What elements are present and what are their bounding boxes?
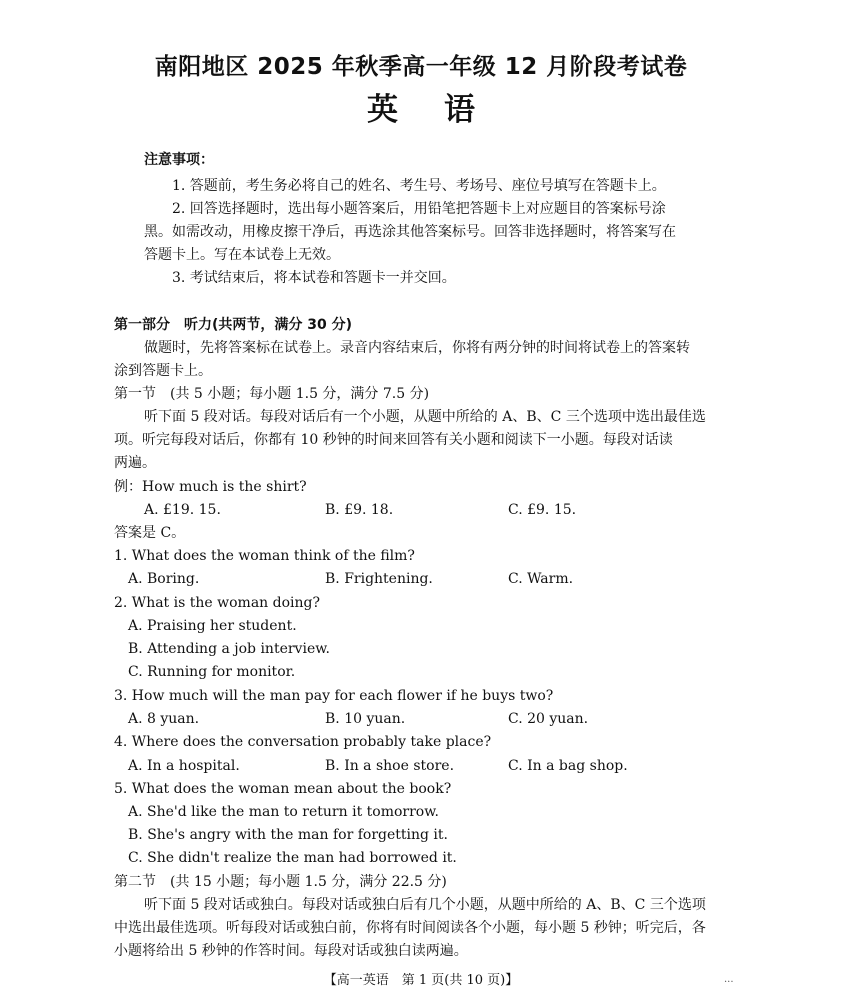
notice-item-1: 1. 答题前，考生务必将自己的姓名、考生号、考场号、座位号填写在答题卡上。 — [172, 178, 666, 194]
notice-heading: 注意事项： — [144, 152, 214, 168]
example-option-c: C. £9. 15. — [508, 502, 577, 518]
question-2-option-b: B. Attending a job interview. — [128, 641, 330, 657]
question-1-stem: 1. What does the woman think of the film? — [114, 548, 415, 564]
example-answer: 答案是 C。 — [114, 525, 186, 541]
question-4-option-c: C. In a bag shop. — [508, 758, 628, 774]
question-1-option-a: A. Boring. — [128, 571, 200, 587]
example-question: 例：How much is the shirt? — [114, 479, 307, 495]
question-2-option-a: A. Praising her student. — [128, 618, 297, 634]
question-4-option-b: B. In a shoe store. — [325, 758, 455, 774]
section2-intro-3: 小题将给出 5 秒钟的作答时间。每段对话或独白读两遍。 — [114, 943, 468, 959]
notice-item-2-cont2: 答题卡上。写在本试卷上无效。 — [144, 247, 340, 263]
example-option-a: A. £19. 15. — [144, 502, 221, 518]
section2-intro-2: 中选出最佳选项。听每段对话或独白前，你将有时间阅读各个小题，每小题 5 秒钟；听完后，各 — [114, 920, 706, 936]
subject-title: 英语 — [367, 92, 521, 128]
question-5-option-a: A. She'd like the man to return it tomorrow. — [128, 804, 439, 820]
question-5-option-b: B. She's angry with the man for forgetting it. — [128, 827, 448, 843]
question-2-option-c: C. Running for monitor. — [128, 664, 296, 680]
page-footer: 【高一英语 第 1 页(共 10 页)】 — [323, 973, 519, 988]
question-2-stem: 2. What is the woman doing? — [114, 595, 320, 611]
section2-intro-1: 听下面 5 段对话或独白。每段对话或独白后有几个小题，从题中所给的 A、B、C 三个选项 — [144, 897, 706, 913]
question-5-option-c: C. She didn't realize the man had borrowed it. — [128, 850, 457, 866]
notice-item-3: 3. 考试结束后，将本试卷和答题卡一并交回。 — [172, 270, 456, 286]
question-4-option-a: A. In a hospital. — [128, 758, 240, 774]
section1-intro-2: 项。听完每段对话后，你都有 10 秒钟的时间来回答有关小题和阅读下一小题。每段对话读 — [114, 432, 673, 448]
question-1-option-c: C. Warm. — [508, 571, 574, 587]
section1-intro-1: 听下面 5 段对话。每段对话后有一个小题，从题中所给的 A、B、C 三个选项中选出最佳选 — [144, 409, 706, 425]
example-option-b: B. £9. 18. — [325, 502, 394, 518]
question-5-stem: 5. What does the woman mean about the book? — [114, 781, 452, 797]
question-1-option-b: B. Frightening. — [325, 571, 433, 587]
question-3-stem: 3. How much will the man pay for each flower if he buys two? — [114, 688, 554, 704]
section2-heading: 第二节 (共 15 小题；每小题 1.5 分，满分 22.5 分) — [114, 874, 447, 890]
section1-intro-3: 两遍。 — [114, 455, 156, 471]
exam-title: 南阳地区 2025 年秋季高一年级 12 月阶段考试卷 — [154, 54, 688, 80]
footer-mark: ... — [724, 974, 734, 985]
question-3-option-b: B. 10 yuan. — [325, 711, 406, 727]
question-3-option-c: C. 20 yuan. — [508, 711, 589, 727]
part1-intro-2: 涂到答题卡上。 — [114, 363, 212, 379]
question-4-stem: 4. Where does the conversation probably take place? — [114, 734, 492, 750]
notice-item-2: 2. 回答选择题时，选出每小题答案后，用铅笔把答题卡上对应题目的答案标号涂 — [172, 201, 666, 217]
part1-intro-1: 做题时，先将答案标在试卷上。录音内容结束后，你将有两分钟的时间将试卷上的答案转 — [144, 340, 690, 356]
question-3-option-a: A. 8 yuan. — [128, 711, 200, 727]
section1-heading: 第一节 (共 5 小题；每小题 1.5 分，满分 7.5 分) — [114, 386, 430, 402]
part1-heading: 第一部分 听力(共两节，满分 30 分) — [114, 317, 353, 333]
notice-item-2-cont: 黑。如需改动，用橡皮擦干净后，再选涂其他答案标号。回答非选择题时，将答案写在 — [144, 224, 676, 240]
